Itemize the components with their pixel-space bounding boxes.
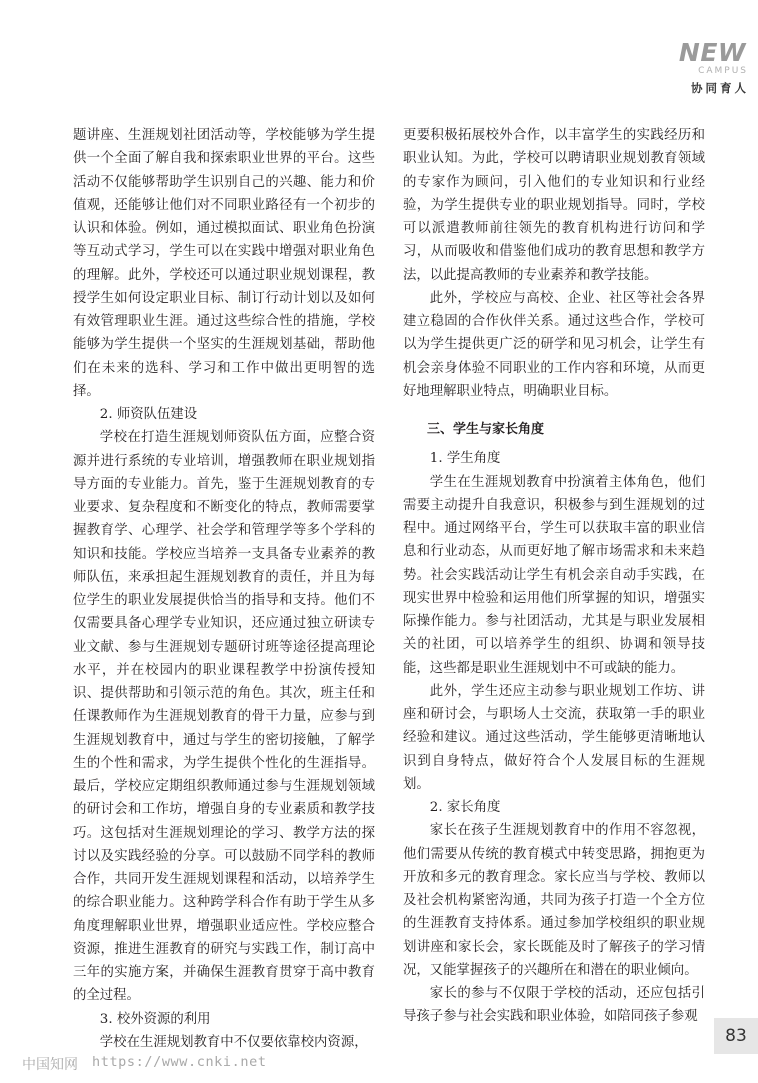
right-column [403,124,705,1029]
paragraph: 此外，学生还应主动参与职业规划工作坊、讲座和研讨会，与职场人士交流，获取第一手的职业经验和建议。通过这些活动，学生能够更清晰地认识到自身特点，做好符合个人发展目标的生涯规划。 [403,683,705,792]
brand-section-title: 协同育人 [691,81,749,95]
paragraph: 学生在生涯规划教育中扮演着主体角色，他们需要主动提升自我意识，积极参与到生涯规划的过程中。通过网络平台，学生可以获取丰富的职业信息和行业动态，从而更好地了解市场需求和未来趋势。社会实践活动让学生有机会亲自动手实践，在现实世界中检验和运用他们所掌握的知识，增强实际操作能力。参与社团活动，尤其是与职业发展相关的社团，可以培养学生的组织、协调和领导技能，这些都是职业生涯规划中不可或缺的能力。 [403,474,705,676]
brand-new-text: NEW [678,38,746,67]
paragraph: 学校在打造生涯规划师资队伍方面，应整合资源并进行系统的专业培训，增强教师在职业规划指导方面的专业能力。首先，鉴于生涯规划教育的专业要求、复杂程度和不断变化的特点，教师需要掌握教育学、心理学、社会学和管理学等多个学科的知识和技能。学校应当培养一支具备专业素养的教师队伍，来承担起生涯规划教育的责任，并且为每位学生的职业发展提供恰当的指导和支持。他们不仅需要具备心理学专业知识，还应通过独立研读专业文献、参与生涯规划专题研讨班等途径提高理论水平，并在校园内的职业课程教学中扮演传授知识、提供帮助和引领示范的角色。其次，班主任和任课教师作为生涯规划教育的骨干力量，应参与到生涯规划教育中，通过与学生的密切接触，了解学生的个性和需求，为学生提供个性化的生涯指导。最后，学校应定期组织教师通过参与生涯规划领域的研讨会和工作坊，增强自身的专业素质和教学技巧。这包括对生涯规划理论的学习、教学方法的探讨以及实践经验的分享。可以鼓励不同学科的教师合作，共同开发生涯规划课程和活动，以培养学生的综合职业能力。这种跨学科合作有助于学生从多角度理解职业世界，增强职业适应性。学校应整合资源，推进生涯教育的研究与实践工作，制订高中三年的实施方案，并确保生涯教育贯穿于高中教育的全过程。 [73,430,375,1004]
paragraph: 题讲座、生涯规划社团活动等，学校能够为学生提供一个全面了解自我和探索职业世界的平台。这些活动不仅能够帮助学生识别自己的兴趣、能力和价值观，还能够让他们对不同职业路径有一个初步的认识和体验。例如，通过模拟面试、职业角色扮演等互动式学习，学生可以在实践中增强对职业角色的理解。此外，学校还可以通过职业规划课程，教授学生如何设定职业目标、制订行动计划以及如何有效管理职业生涯。通过这些综合性的措施，学校能够为学生提供一个坚实的生涯规划基础，帮助他们在未来的选科、学习和工作中做出更明智的选择。 [73,128,375,399]
page-number: 83 [714,1018,758,1054]
subheading: 2. 师资队伍建设 [99,407,198,422]
watermark-name: 中国知网 [22,1057,78,1073]
brand-campus-text: CAMPUS [698,66,748,76]
paragraph: 更要积极拓展校外合作，以丰富学生的实践经历和职业认知。为此，学校可以聘请职业规划教育领域的专家作为顾问，引入他们的专业知识和行业经验，为学生提供专业的职业规划指导。同时，学校可以派遣教师前往领先的教育机构进行访问和学习，从而吸收和借鉴他们成功的教育思想和教学方法，以此提高教师的专业素养和教学技能。 [403,128,705,283]
section-heading: 三、学生与家长角度 [427,422,545,437]
paragraph: 家长在孩子生涯规划教育中的作用不容忽视，他们需要从传统的教育模式中转变思路，拥抱更为开放和多元的教育理念。家长应当与学校、教师以及社会机构紧密沟通，共同为孩子打造一个全方位的生涯教育支持体系。通过参加学校组织的职业规划讲座和家长会，家长既能及时了解孩子的学习情况，又能掌握孩子的兴趣所在和潜在的职业倾向。 [403,823,705,978]
watermark-url: https://www.cnki.net [92,1054,267,1070]
paragraph: 此外，学校应与高校、企业、社区等社会各界建立稳固的合作伙伴关系。通过这些合作，学校可以为学生提供更广泛的研学和见习机会，让学生有机会亲身体验不同职业的工作内容和环境，从而更好地理解职业特点，明确职业目标。 [403,290,705,399]
left-column [73,124,375,1054]
subheading: 3. 校外资源的利用 [99,1011,211,1027]
subheading: 2. 家长角度 [429,800,501,815]
subheading: 1. 学生角度 [429,451,501,467]
paragraph: 学校在生涯规划教育中不仅要依靠校内资源， [99,1034,368,1050]
journal-brand [678,38,749,96]
watermark [22,1054,267,1074]
paragraph: 家长的参与不仅限于学校的活动，还应包括引导孩子参与社会实践和职业体验，如陪同孩子参观 [403,986,705,1025]
